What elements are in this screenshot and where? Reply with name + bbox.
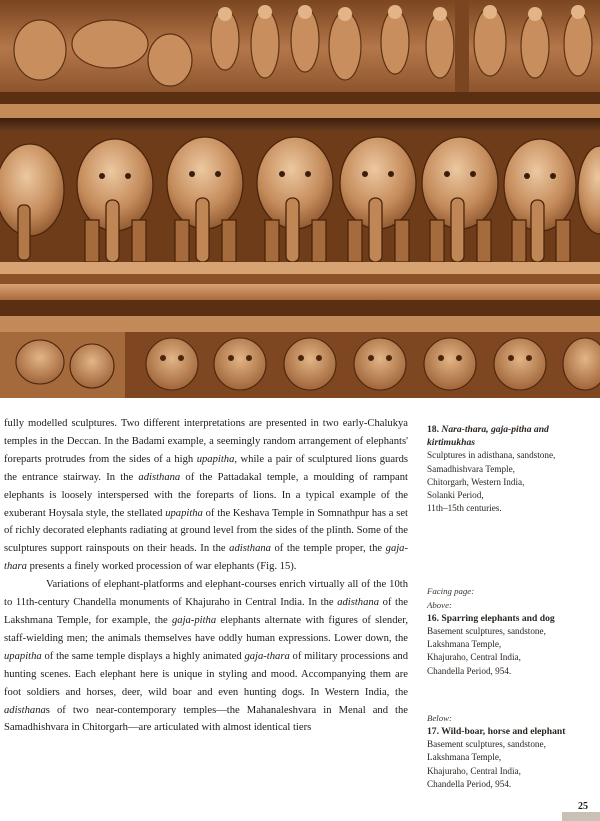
plinth-sculpture-illustration [0,0,600,398]
italic-term: gaja-pitha [171,614,217,626]
italic-term: gaja-thara [4,543,409,573]
above-label: Above: [427,599,452,610]
main-body-text [4,415,408,737]
italic-term: adisthana [4,704,46,716]
below-label: Below: [427,712,452,723]
caption-16-line: Chandella Period, 954. [427,665,512,676]
caption-18-line: Solanki Period, [427,490,484,501]
caption-17-line: Lakshmana Temple, [427,752,502,763]
text-run: of the Pattadakal temple, a moulding of rampant elephants is loosely interspersed with the foreparts of lions. In a typical example of the exuberant Hoysala style, the stellated [4,471,408,519]
italic-term: gaja-thara [244,650,290,662]
caption-16-line: Lakshmana Temple, [427,639,502,650]
italic-term: upapitha [165,507,203,519]
text-run: of the Lakshmana Temple, for example, the [4,597,408,626]
paragraph-2 [4,576,408,737]
temple-plinth-photo [0,0,600,398]
caption-18-line: Sculptures in adisthana, sandstone, [427,450,556,461]
page-corner-bar [562,812,600,821]
text-run: of the temple proper, the [270,543,386,555]
caption-16-line: Khajuraho, Central India, [427,652,521,663]
caption-17-line: Basement sculptures, sandstone, [427,739,546,750]
text-run: fully modelled sculptures. Two different interpretations are presented in two early-Chalukya temples in the Deccan. In the Badami example, a seemingly random arrangement of elephants' foreparts protrudes from the sides of a high [4,418,408,465]
italic-term: upapitha [196,453,235,465]
italic-term: adisthana [337,597,379,609]
caption-16-block [427,585,597,677]
caption-column [427,423,597,791]
caption-16-title: 16. Sparring elephants and dog [427,612,555,624]
caption-18-line: Samadhishvara Temple, [427,463,515,474]
text-run: of the Keshava Temple in Somnathpur has a set of richly decorated elephants radiating at ground level from the sides of the plinth. Some of the sculptures support rainspouts on their heads. In the [4,507,408,555]
facing-page-label: Facing page: [427,586,475,597]
text-run: Variations of elephant-platforms and elephant-courses enrich virtually all of the 10th to 11th-century Chandella monuments of Khajuraho in Central India. In the [4,579,408,609]
italic-term: adisthana [138,471,181,483]
text-run: of military processions and hunting scenes. Each elephant here is unique in styling and mood. Accompanying them are foot soldiers and horses, deer, wild boar and even hunting dogs. In Western India, the [4,650,408,698]
page-number: 25 [578,801,588,812]
italic-term: adisthana [229,543,271,555]
caption-17-line: Chandella Period, 954. [427,778,512,789]
caption-17-line: Khajuraho, Central India, [427,765,521,776]
text-run: , while a pair of sculptured lions guards the entrance stairway. In the [4,453,408,483]
caption-18-line: 11th–15th centuries. [427,503,502,514]
text-run: presents a finely worked procession of war elephants (Fig. 15). [26,561,297,573]
paragraph-1 [4,415,408,576]
caption-16-line: Basement sculptures, sandstone, [427,626,546,637]
italic-term: upapitha [4,650,42,662]
caption-18-line: Chitorgarh, Western India, [427,476,525,487]
text-run: elephants alternate with figures of slender, staff-wielding men; the animals themselves have oddly human expressions. Lower down, the [4,614,408,644]
text-run: of the same temple displays a highly animated [41,650,245,662]
caption-18-title: 18. Nara-thara, gaja-pitha and kirtimukhas [427,424,549,449]
caption-17-title: 17. Wild-boar, horse and elephant [427,726,566,738]
caption-17-block [427,712,597,791]
text-run: s of two near-contemporary temples—the Mahanaleshvara in Menal and the Samadhishvara in Chitorgarh—are articulated with almost identical tiers [4,704,408,734]
caption-18 [427,423,597,515]
